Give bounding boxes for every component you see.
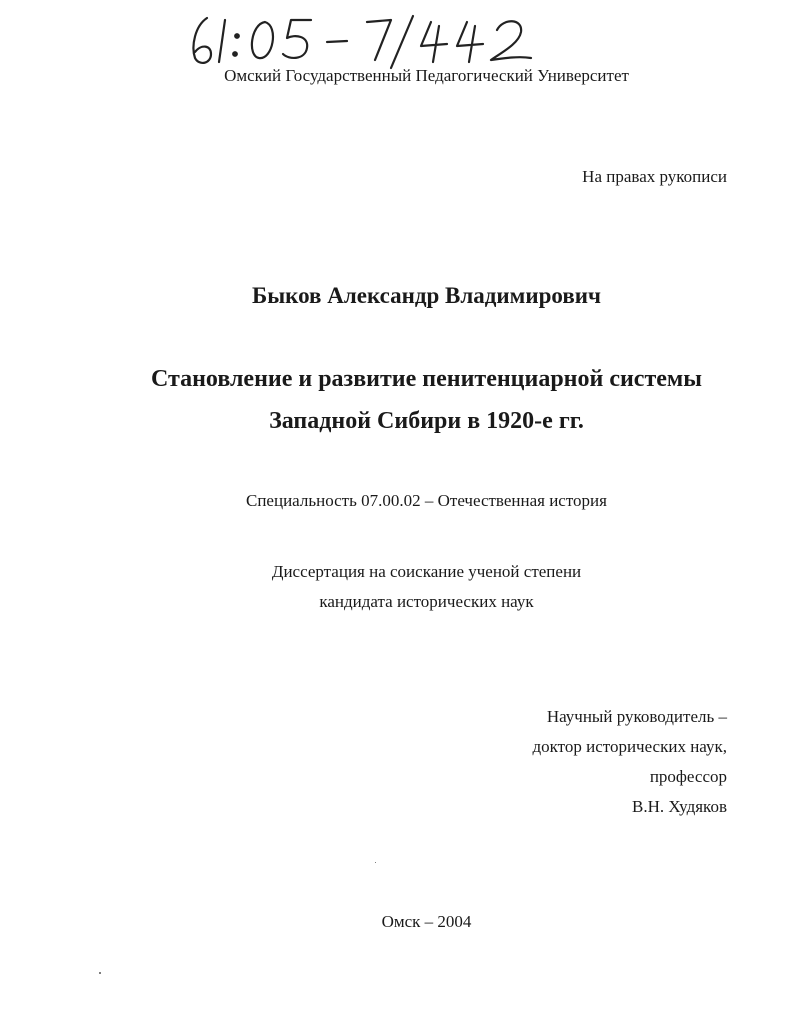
scan-speck — [375, 862, 376, 863]
dissertation-degree-line-1: Диссертация на соискание ученой степени — [271, 562, 582, 581]
dissertation-title-line-2: Западной Сибири в 1920-е гг. — [269, 408, 584, 434]
handwritten-code-drawing — [185, 12, 545, 70]
supervisor-name: В.Н. Худяков — [632, 797, 727, 816]
specialty-line: Специальность 07.00.02 – Отечественная история — [246, 491, 607, 510]
dissertation-degree-line-2: кандидата исторических наук — [319, 592, 534, 611]
handwritten-archive-code — [185, 12, 545, 70]
supervisor-title: профессор — [649, 767, 727, 786]
city-year: Омск – 2004 — [381, 912, 472, 931]
university-name: Омский Государственный Педагогический Университет — [224, 66, 629, 85]
manuscript-rights-note: На правах рукописи — [582, 167, 727, 186]
author-name: Быков Александр Владимирович — [252, 283, 601, 308]
supervisor-label: Научный руководитель – — [546, 707, 727, 726]
scan-speck — [99, 972, 101, 974]
dissertation-title-line-1: Становление и развитие пенитенциарной системы — [150, 366, 702, 392]
supervisor-degree: доктор исторических наук, — [532, 737, 727, 756]
